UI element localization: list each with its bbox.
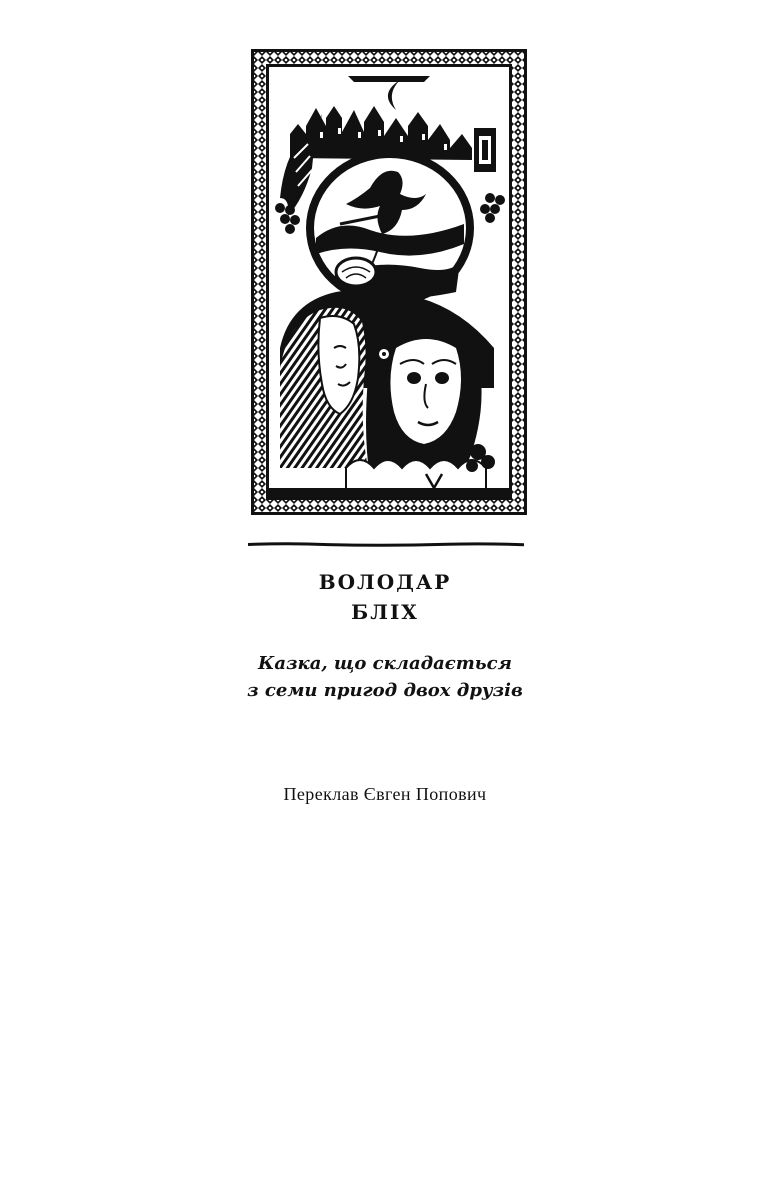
translator-credit: Переклав Євген Попович (283, 784, 487, 804)
book-subtitle (230, 650, 540, 704)
author-last-name: БЛІХ (351, 600, 419, 624)
subtitle-line-1: Казка, що складається (258, 653, 512, 674)
title-rule-divider (248, 542, 524, 547)
author-first-name: ВОЛОДАР (318, 570, 452, 594)
author-name (250, 567, 520, 627)
frontispiece-illustration (250, 48, 528, 516)
woodcut-illustration-icon (250, 48, 528, 516)
subtitle-line-2: з семи пригод двох друзів (247, 680, 523, 701)
